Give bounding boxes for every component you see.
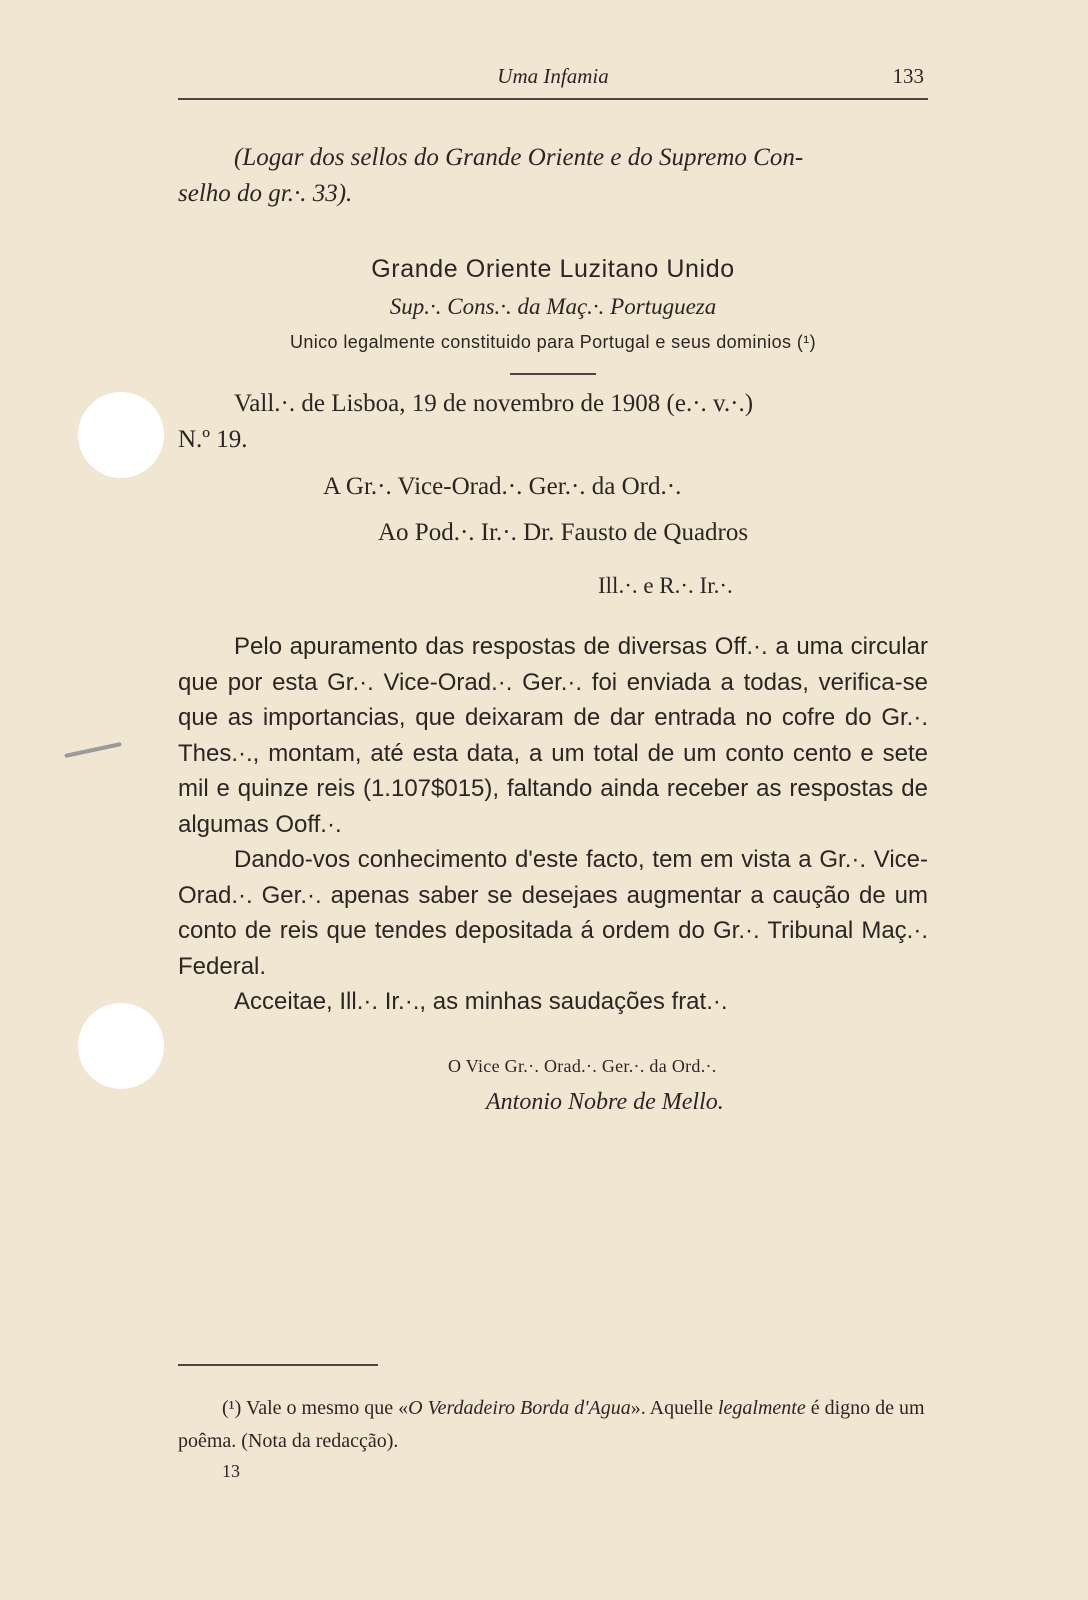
organization-description-text: Unico legalmente constituido para Portugal e seus dominios — [289, 332, 792, 352]
header-rule — [178, 98, 928, 100]
letter-paragraph-3: Acceitae, Ill.·. Ir.·., as minhas saudações frat.·. — [234, 988, 728, 1015]
letter-paragraph-1: Pelo apuramento das respostas de diversas Off.·. a uma circular que por esta Gr.·. Vice-Orad.·. Ger.·. foi enviada a todas, verifica-se que as importancias, que deixaram de dar entrada no cofre do Gr.·. Thes.·., montam, até esta data, a um total de um conto cento e sete mil e quinze reis (1.107$015), faltando ainda receber as respostas de algumas Ooff.·. — [178, 633, 928, 838]
footnote-italic-word: legalmente — [717, 1397, 806, 1419]
organization-description — [178, 332, 928, 353]
signoff-role: O Vice Gr.·. Orad.·. Ger.·. da Ord.·. — [448, 1055, 717, 1076]
page-number: 133 — [892, 64, 924, 88]
footnote-rule — [178, 1364, 378, 1366]
running-head — [178, 60, 928, 96]
document-number: N.º 19. — [178, 426, 248, 453]
organization-subtitle: Sup.·. Cons.·. da Maç.·. Portugueza — [389, 294, 717, 319]
letter-body — [178, 629, 928, 1020]
footnote-text-a: Vale o mesmo que « — [245, 1397, 409, 1419]
dateline: Vall.·. de Lisboa, 19 de novembro de 1908 (e.·. v.·.) — [234, 390, 754, 417]
footnote-marker: (¹) — [222, 1397, 242, 1419]
margin-mark — [64, 742, 122, 758]
seal-note-line-2: selho do gr.·. 33). — [178, 180, 353, 207]
signoff-name: Antonio Nobre de Mello. — [486, 1088, 724, 1115]
letter-paragraph-2: Dando-vos conhecimento d'este facto, tem em vista a Gr.·. Vice-Orad.·. Ger.·. apenas saber se desejaes augmentar a caução de um conto de reis que tendes depositada á ordem do Gr.·. Tribunal Maç.·. Federal. — [178, 846, 928, 980]
document-body — [178, 140, 928, 1116]
footnote-title: O Verdadeiro Borda d'Agua — [408, 1397, 631, 1419]
organization-name: Grande Oriente Luzitano Unido — [371, 255, 735, 283]
footnote — [178, 1392, 928, 1458]
section-rule — [510, 373, 596, 375]
footnote-text-c: é digno de um poêma. (Nota da redacção). — [178, 1397, 925, 1452]
seal-placement-note — [178, 140, 928, 212]
running-title: Uma Infamia — [497, 64, 609, 88]
punch-hole-top — [78, 392, 164, 478]
seal-note-line-1: (Logar dos sellos do Grande Oriente e do Supremo Con- — [234, 144, 804, 171]
address-line-3: Ill.·. e R.·. Ir.·. — [598, 573, 733, 598]
address-line-2: Ao Pod.·. Ir.·. Dr. Fausto de Quadros — [378, 519, 749, 546]
address-line-1: A Gr.·. Vice-Orad.·. Ger.·. da Ord.·. — [323, 473, 682, 500]
footnote-reference: (¹) — [796, 332, 817, 352]
footnote-text-b: ». Aquelle — [630, 1397, 718, 1419]
punch-hole-bottom — [78, 1003, 164, 1089]
signature-mark: 13 — [222, 1461, 240, 1481]
